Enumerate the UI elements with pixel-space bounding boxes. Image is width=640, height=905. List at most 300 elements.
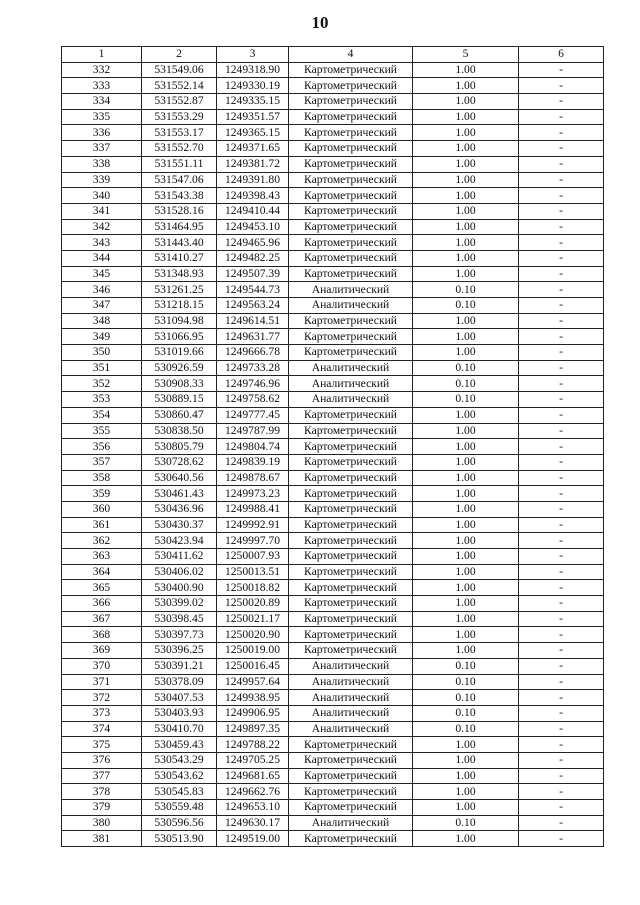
table-cell: 531348.93 [142,266,217,282]
table-cell: - [519,266,604,282]
table-cell: Картометрический [289,250,413,266]
table-cell: 530805.79 [142,439,217,455]
table-cell: Картометрический [289,643,413,659]
table-cell: - [519,674,604,690]
table-cell: Картометрический [289,423,413,439]
table-cell: 1.00 [413,800,519,816]
table-cell: 336 [62,125,142,141]
table-cell: - [519,235,604,251]
table-cell: 363 [62,549,142,565]
table-cell: - [519,784,604,800]
table-row [62,831,604,847]
table-cell: 1.00 [413,78,519,94]
table-cell: 530411.62 [142,549,217,565]
table-cell: 1250007.93 [217,549,289,565]
table-cell: 1.00 [413,407,519,423]
table-cell: 1249906.95 [217,705,289,721]
table-cell: Аналитический [289,815,413,831]
table-cell: 1.00 [413,768,519,784]
coordinates-table [61,46,604,847]
table-cell: Картометрический [289,768,413,784]
table-cell: - [519,737,604,753]
column-header: 5 [413,47,519,63]
table-cell: Картометрический [289,596,413,612]
table-row [62,690,604,706]
table-cell: - [519,156,604,172]
table-cell: 1250020.90 [217,627,289,643]
table-row [62,423,604,439]
table-cell: 361 [62,517,142,533]
table-cell: - [519,752,604,768]
table-row [62,658,604,674]
table-cell: 1249371.65 [217,141,289,157]
table-cell: 338 [62,156,142,172]
table-row [62,188,604,204]
table-cell: Картометрический [289,549,413,565]
table-cell: 531552.70 [142,141,217,157]
table-row [62,439,604,455]
table-row [62,768,604,784]
table-cell: Аналитический [289,690,413,706]
table-cell: - [519,298,604,314]
table-cell: 531464.95 [142,219,217,235]
table-cell: 1249662.76 [217,784,289,800]
table-row [62,643,604,659]
table-cell: Картометрический [289,517,413,533]
table-row [62,329,604,345]
table-row [62,737,604,753]
table-cell: 1.00 [413,62,519,78]
table-cell: 1249465.96 [217,235,289,251]
table-cell: 1249335.15 [217,94,289,110]
table-cell: Картометрический [289,235,413,251]
table-cell: 364 [62,564,142,580]
table-cell: 531218.15 [142,298,217,314]
table-cell: - [519,360,604,376]
table-cell: - [519,439,604,455]
table-cell: 365 [62,580,142,596]
table-cell: 337 [62,141,142,157]
table-cell: Картометрический [289,266,413,282]
table-cell: 348 [62,313,142,329]
table-cell: 374 [62,721,142,737]
table-cell: - [519,690,604,706]
table-cell: 530860.47 [142,407,217,423]
table-cell: - [519,141,604,157]
table-cell: 530397.73 [142,627,217,643]
table-cell: Картометрический [289,470,413,486]
table-cell: 1.00 [413,643,519,659]
table-cell: 1.00 [413,423,519,439]
table-cell: Картометрический [289,156,413,172]
table-cell: 362 [62,533,142,549]
table-cell: 1249973.23 [217,486,289,502]
table-cell: 0.10 [413,298,519,314]
table-row [62,501,604,517]
table-cell: 530423.94 [142,533,217,549]
table-row [62,627,604,643]
table-cell: 1.00 [413,156,519,172]
table-cell: Картометрический [289,580,413,596]
table-cell: 1249878.67 [217,470,289,486]
table-cell: Картометрический [289,219,413,235]
table-cell: 1249746.96 [217,376,289,392]
table-cell: 1249507.39 [217,266,289,282]
table-cell: 375 [62,737,142,753]
table-cell: 0.10 [413,392,519,408]
table-cell: 1249839.19 [217,454,289,470]
table-cell: 1249997.70 [217,533,289,549]
table-cell: 1249804.74 [217,439,289,455]
table-cell: 530543.62 [142,768,217,784]
table-cell: 1249410.44 [217,203,289,219]
column-header: 3 [217,47,289,63]
table-cell: 1249992.91 [217,517,289,533]
table-cell: 530459.43 [142,737,217,753]
table-cell: Картометрический [289,486,413,502]
table-cell: 530543.29 [142,752,217,768]
table-cell: 530410.70 [142,721,217,737]
table-row [62,454,604,470]
table-cell: Картометрический [289,439,413,455]
table-cell: 1.00 [413,454,519,470]
table-cell: 530396.25 [142,643,217,659]
table-cell: 356 [62,439,142,455]
table-cell: 530728.62 [142,454,217,470]
table-cell: 333 [62,78,142,94]
table-cell: 1.00 [413,94,519,110]
table-cell: 377 [62,768,142,784]
table-cell: 1249519.00 [217,831,289,847]
table-cell: 1249758.62 [217,392,289,408]
table-cell: 373 [62,705,142,721]
table-cell: Аналитический [289,360,413,376]
table-cell: 0.10 [413,690,519,706]
table-cell: 334 [62,94,142,110]
table-cell: - [519,313,604,329]
table-cell: - [519,815,604,831]
table-cell: 531410.27 [142,250,217,266]
table-cell: 347 [62,298,142,314]
table-cell: - [519,329,604,345]
table-cell: 371 [62,674,142,690]
table-cell: Аналитический [289,674,413,690]
table-cell: Картометрический [289,533,413,549]
table-row [62,345,604,361]
table-row [62,549,604,565]
table-cell: - [519,203,604,219]
table-row [62,219,604,235]
table-cell: 353 [62,392,142,408]
table-cell: 1.00 [413,752,519,768]
table-cell: 530391.21 [142,658,217,674]
table-cell: 1.00 [413,266,519,282]
table-cell: 530838.50 [142,423,217,439]
table-cell: 1.00 [413,549,519,565]
column-header: 2 [142,47,217,63]
table-cell: 366 [62,596,142,612]
table-cell: 1.00 [413,470,519,486]
page-number: 10 [311,13,329,32]
table-cell: 1249957.64 [217,674,289,690]
table-cell: 0.10 [413,282,519,298]
table-cell: 354 [62,407,142,423]
table-cell: 1249988.41 [217,501,289,517]
table-cell: Картометрический [289,454,413,470]
table-row [62,376,604,392]
table-row [62,298,604,314]
table-cell: 379 [62,800,142,816]
table-cell: 344 [62,250,142,266]
table-row [62,517,604,533]
table-cell: - [519,78,604,94]
table-cell: Картометрический [289,94,413,110]
table-cell: 531261.25 [142,282,217,298]
table-row [62,674,604,690]
table-row [62,282,604,298]
table-cell: Аналитический [289,298,413,314]
table-row [62,360,604,376]
table-cell: 1249544.73 [217,282,289,298]
table-cell: 1249787.99 [217,423,289,439]
table-cell: 345 [62,266,142,282]
table-row [62,94,604,110]
table-cell: 530398.45 [142,611,217,627]
table-cell: 1249631.77 [217,329,289,345]
table-cell: 1250020.89 [217,596,289,612]
table-cell: 367 [62,611,142,627]
table-cell: Аналитический [289,376,413,392]
table-cell: 1.00 [413,611,519,627]
table-cell: 0.10 [413,360,519,376]
table-cell: - [519,768,604,784]
table-cell: 1250019.00 [217,643,289,659]
table-cell: 357 [62,454,142,470]
table-cell: 530430.37 [142,517,217,533]
table-cell: 530545.83 [142,784,217,800]
table-row [62,203,604,219]
table-cell: 359 [62,486,142,502]
table-body [62,62,604,846]
table-cell: 1.00 [413,501,519,517]
table-cell: 1.00 [413,329,519,345]
table-cell: 1.00 [413,203,519,219]
table-cell: - [519,470,604,486]
table-cell: Картометрический [289,564,413,580]
table-cell: 358 [62,470,142,486]
table-cell: 0.10 [413,658,519,674]
table-cell: Картометрический [289,203,413,219]
table-cell: 531552.14 [142,78,217,94]
table-cell: 370 [62,658,142,674]
table-cell: Аналитический [289,282,413,298]
table-cell: 1.00 [413,313,519,329]
table-cell: 1249630.17 [217,815,289,831]
table-cell: 368 [62,627,142,643]
table-cell: - [519,125,604,141]
table-cell: 1250013.51 [217,564,289,580]
table-cell: 342 [62,219,142,235]
table-row [62,705,604,721]
table-row [62,752,604,768]
table-cell: 1.00 [413,188,519,204]
table-cell: 1.00 [413,596,519,612]
table-cell: 1.00 [413,235,519,251]
table-cell: 530378.09 [142,674,217,690]
table-cell: 530400.90 [142,580,217,596]
column-header: 4 [289,47,413,63]
table-cell: 335 [62,109,142,125]
table-row [62,815,604,831]
table-cell: Картометрический [289,188,413,204]
table-cell: 1249938.95 [217,690,289,706]
table-cell: 1.00 [413,831,519,847]
table-cell: - [519,423,604,439]
table-cell: 531094.98 [142,313,217,329]
table-cell: Картометрический [289,752,413,768]
table-cell: 1.00 [413,784,519,800]
table-cell: - [519,658,604,674]
table-row [62,564,604,580]
table-cell: 372 [62,690,142,706]
table-cell: 531547.06 [142,172,217,188]
table-cell: - [519,486,604,502]
table-row [62,486,604,502]
table-cell: Аналитический [289,721,413,737]
table-row [62,800,604,816]
table-cell: 1249681.65 [217,768,289,784]
table-row [62,62,604,78]
table-cell: 1249365.15 [217,125,289,141]
table-cell: 1249563.24 [217,298,289,314]
column-header: 1 [62,47,142,63]
table-cell: 530926.59 [142,360,217,376]
table-cell: 0.10 [413,815,519,831]
table-row [62,172,604,188]
table-cell: Аналитический [289,705,413,721]
table-cell: - [519,282,604,298]
table-cell: - [519,611,604,627]
table-cell: 530461.43 [142,486,217,502]
table-cell: 1.00 [413,580,519,596]
table-cell: 1249653.10 [217,800,289,816]
table-cell: - [519,831,604,847]
table-cell: 1249453.10 [217,219,289,235]
table-cell: 1249398.43 [217,188,289,204]
table-row [62,784,604,800]
table-cell: Картометрический [289,501,413,517]
table-cell: 0.10 [413,705,519,721]
table-cell: - [519,376,604,392]
table-cell: 1.00 [413,141,519,157]
table-cell: - [519,94,604,110]
table-cell: Картометрический [289,737,413,753]
table-cell: 360 [62,501,142,517]
table-cell: - [519,627,604,643]
table-cell: 530640.56 [142,470,217,486]
table-cell: - [519,407,604,423]
table-cell: - [519,800,604,816]
table-cell: - [519,454,604,470]
table-cell: - [519,596,604,612]
table-row [62,470,604,486]
table-cell: 530407.53 [142,690,217,706]
table-cell: 381 [62,831,142,847]
table-row [62,721,604,737]
table-cell: 340 [62,188,142,204]
table-cell: 1249381.72 [217,156,289,172]
table-cell: 531549.06 [142,62,217,78]
table-cell: 530399.02 [142,596,217,612]
table-cell: 531552.87 [142,94,217,110]
table-cell: Картометрический [289,407,413,423]
table-cell: - [519,188,604,204]
table-cell: 531553.29 [142,109,217,125]
table-cell: - [519,721,604,737]
table-cell: - [519,392,604,408]
table-cell: 0.10 [413,674,519,690]
table-cell: 531066.95 [142,329,217,345]
table-header-row [62,47,604,63]
table-cell: 530596.56 [142,815,217,831]
table-cell: 1249705.25 [217,752,289,768]
table-row [62,266,604,282]
table-row [62,611,604,627]
table-cell: 1250016.45 [217,658,289,674]
table-cell: - [519,219,604,235]
table-cell: 1.00 [413,125,519,141]
table-cell: 350 [62,345,142,361]
table-cell: 1.00 [413,250,519,266]
table-row [62,313,604,329]
table-cell: 1249897.35 [217,721,289,737]
table-cell: 339 [62,172,142,188]
table-cell: 1.00 [413,345,519,361]
table-cell: 530436.96 [142,501,217,517]
table-cell: 1249614.51 [217,313,289,329]
table-cell: - [519,580,604,596]
table-cell: 1249330.19 [217,78,289,94]
table-cell: - [519,564,604,580]
table-cell: - [519,533,604,549]
table-cell: Картометрический [289,784,413,800]
table-cell: Картометрический [289,329,413,345]
table-cell: Картометрический [289,345,413,361]
table-cell: Картометрический [289,125,413,141]
table-cell: 530889.15 [142,392,217,408]
table-row [62,580,604,596]
table-row [62,533,604,549]
table-cell: - [519,549,604,565]
table-cell: 1249733.28 [217,360,289,376]
table-cell: 332 [62,62,142,78]
table-cell: 349 [62,329,142,345]
table-cell: 1.00 [413,627,519,643]
table-cell: Картометрический [289,313,413,329]
column-header: 6 [519,47,604,63]
table-cell: - [519,517,604,533]
table-cell: 1.00 [413,219,519,235]
table-cell: 531553.17 [142,125,217,141]
table-cell: - [519,109,604,125]
table-cell: 530406.02 [142,564,217,580]
table-cell: 380 [62,815,142,831]
table-cell: 369 [62,643,142,659]
table-cell: Картометрический [289,78,413,94]
table-row [62,125,604,141]
table-row [62,109,604,125]
table-cell: - [519,250,604,266]
